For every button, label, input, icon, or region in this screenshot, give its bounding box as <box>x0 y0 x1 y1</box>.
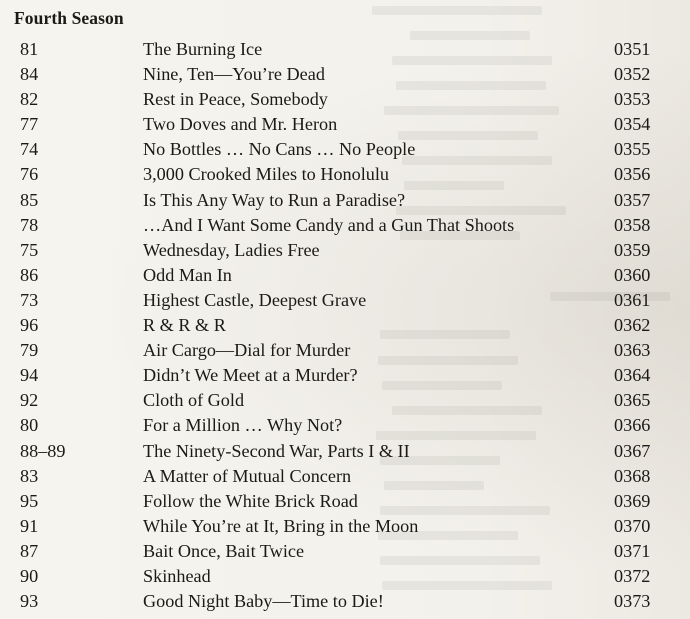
episode-title: Bait Once, Bait Twice <box>143 540 305 561</box>
production-code: 0355 <box>614 139 651 160</box>
episode-title: Didn’t We Meet at a Murder? <box>143 365 358 386</box>
episode-row <box>0 313 690 338</box>
production-code: 0363 <box>614 340 651 361</box>
episode-row <box>0 338 690 363</box>
episode-title: Follow the White Brick Road <box>143 490 358 511</box>
production-code: 0370 <box>614 515 651 536</box>
episode-row <box>0 288 690 313</box>
episode-title: Odd Man In <box>143 264 232 285</box>
episode-number: 80 <box>20 415 39 436</box>
production-code: 0371 <box>614 540 651 561</box>
episode-title: Air Cargo—Dial for Murder <box>143 340 351 361</box>
episode-row <box>0 564 690 589</box>
episode-title: Rest in Peace, Somebody <box>143 89 328 110</box>
episode-title: The Burning Ice <box>143 39 263 59</box>
production-code: 0360 <box>614 264 651 285</box>
episode-title: Cloth of Gold <box>143 390 245 411</box>
episode-number: 96 <box>20 315 39 336</box>
episode-title: For a Million … Why Not? <box>143 415 343 436</box>
episode-row <box>0 238 690 263</box>
episode-number: 79 <box>20 340 39 361</box>
episode-number: 84 <box>20 64 39 85</box>
production-code: 0366 <box>614 415 651 436</box>
episode-number: 81 <box>20 39 39 59</box>
production-code: 0364 <box>614 365 651 386</box>
episode-title: While You’re at It, Bring in the Moon <box>143 515 419 536</box>
episode-number: 87 <box>20 540 39 561</box>
episode-number: 85 <box>20 189 39 210</box>
episode-number: 93 <box>20 591 39 612</box>
production-code: 0358 <box>614 214 651 235</box>
episode-row <box>0 589 690 614</box>
episode-title: …And I Want Some Candy and a Gun That Shoots <box>143 214 515 235</box>
episode-row <box>0 162 690 187</box>
episode-title: No Bottles … No Cans … No People <box>143 139 416 160</box>
episode-title: Nine, Ten—You’re Dead <box>143 64 325 85</box>
episode-number: 92 <box>20 390 39 411</box>
episode-row <box>0 263 690 288</box>
episode-number: 83 <box>20 465 39 486</box>
episode-number: 73 <box>20 289 39 310</box>
episode-row <box>0 87 690 112</box>
episode-title: Good Night Baby—Time to Die! <box>143 591 384 612</box>
production-code: 0373 <box>614 591 651 612</box>
episode-row <box>0 514 690 539</box>
production-code: 0351 <box>614 39 651 59</box>
episode-row <box>0 439 690 464</box>
season-heading: Fourth Season <box>14 8 124 28</box>
episode-number: 75 <box>20 239 39 260</box>
production-code: 0353 <box>614 89 651 110</box>
episode-title: R & R & R <box>143 315 226 336</box>
episode-title: Is This Any Way to Run a Paradise? <box>143 189 406 210</box>
production-code: 0362 <box>614 315 651 336</box>
episode-number: 94 <box>20 365 39 386</box>
episode-number: 74 <box>20 139 39 160</box>
episode-row <box>0 37 690 62</box>
episode-title: Skinhead <box>143 565 211 586</box>
episode-number: 88–89 <box>20 440 66 461</box>
episode-number: 77 <box>20 114 39 135</box>
episode-row <box>0 464 690 489</box>
episode-number: 86 <box>20 264 39 285</box>
production-code: 0352 <box>614 64 651 85</box>
episode-number: 82 <box>20 89 39 110</box>
episode-row <box>0 213 690 238</box>
episode-row <box>0 413 690 438</box>
episode-row <box>0 137 690 162</box>
episode-title: Highest Castle, Deepest Grave <box>143 289 367 310</box>
episode-title: A Matter of Mutual Concern <box>143 465 352 486</box>
episode-title: 3,000 Crooked Miles to Honolulu <box>143 164 390 185</box>
episode-row <box>0 112 690 137</box>
production-code: 0367 <box>614 440 651 461</box>
episode-number: 76 <box>20 164 39 185</box>
production-code: 0369 <box>614 490 651 511</box>
episode-number: 78 <box>20 214 39 235</box>
episode-number: 95 <box>20 490 39 511</box>
episode-row <box>0 489 690 514</box>
production-code: 0365 <box>614 390 651 411</box>
episode-row <box>0 539 690 564</box>
episode-title: The Ninety-Second War, Parts I & II <box>143 440 410 461</box>
episode-row <box>0 388 690 413</box>
episode-number: 90 <box>20 565 39 586</box>
episode-list <box>0 37 690 614</box>
production-code: 0361 <box>614 289 651 310</box>
production-code: 0368 <box>614 465 651 486</box>
production-code: 0372 <box>614 565 651 586</box>
production-code: 0356 <box>614 164 651 185</box>
production-code: 0354 <box>614 114 651 135</box>
production-code: 0359 <box>614 239 651 260</box>
episode-title: Two Doves and Mr. Heron <box>143 114 338 135</box>
production-code: 0357 <box>614 189 651 210</box>
episode-row <box>0 363 690 388</box>
episode-row <box>0 188 690 213</box>
episode-row <box>0 62 690 87</box>
episode-title: Wednesday, Ladies Free <box>143 239 320 260</box>
episode-number: 91 <box>20 515 39 536</box>
